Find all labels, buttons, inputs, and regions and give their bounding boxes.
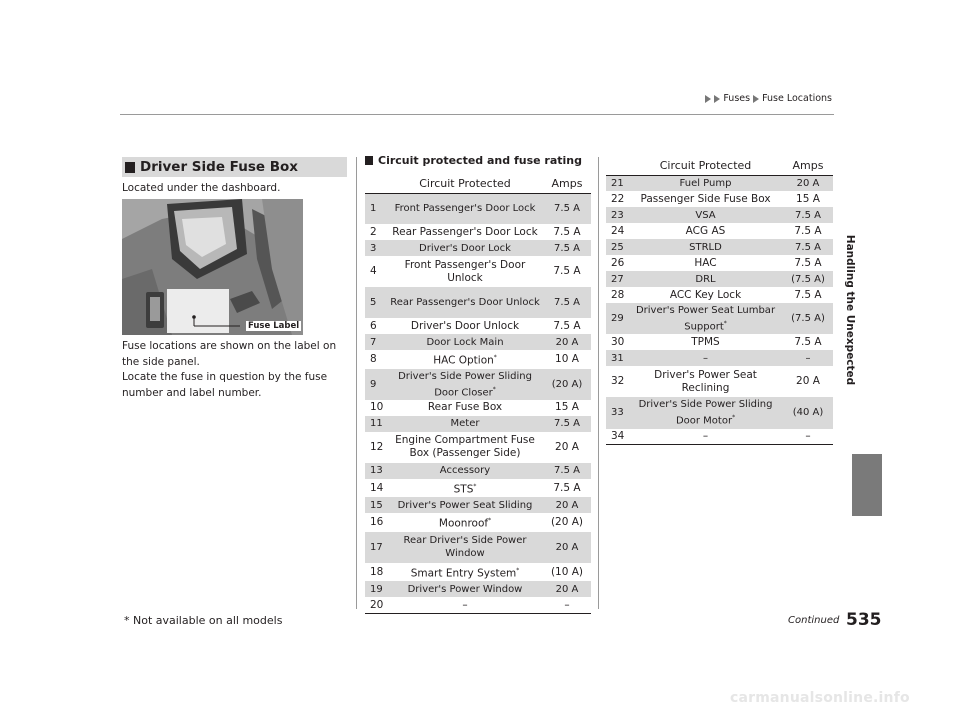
fuse-number: 30 (611, 335, 625, 348)
circuit-cell (387, 193, 543, 224)
table-row (606, 255, 833, 271)
amps-value: (7.5 A) (783, 303, 833, 334)
breadcrumb-arrow-icon (705, 95, 711, 103)
amps-value: 20 A (555, 440, 579, 453)
circuit-cell (387, 463, 543, 479)
table-row (606, 334, 833, 350)
table-row (365, 318, 591, 334)
amps-value: 7.5 A (543, 287, 591, 318)
circuit-name: HAC Option (433, 354, 494, 367)
circuit-name: Driver's Door Lock (419, 242, 511, 254)
side-tab-label: Handling the Unexpected (844, 234, 856, 386)
fuse-table-2 (606, 157, 833, 445)
fuse-number: 23 (606, 207, 628, 223)
amps-value: 10 A (555, 352, 579, 365)
circuit-cell (628, 271, 783, 287)
fuse-number: 22 (611, 192, 625, 205)
fuse-number: 25 (606, 239, 628, 255)
page-number: 535 (846, 610, 882, 630)
fuse-number: 24 (611, 224, 625, 237)
breadcrumb-item[interactable]: Fuses (723, 93, 751, 104)
circuit-name: Meter (450, 418, 480, 430)
table-row (365, 563, 591, 582)
table-row (606, 191, 833, 207)
fuse-number: 1 (365, 193, 387, 224)
circuit-cell (628, 397, 783, 428)
circuit-cell (387, 497, 543, 513)
table-row (365, 369, 591, 400)
circuit-cell (628, 175, 783, 191)
fuse-number: 34 (606, 429, 628, 445)
breadcrumb-item[interactable]: Fuse Locations (762, 93, 832, 104)
amps-value: 7.5 A (794, 288, 822, 301)
fuse-number: 15 (365, 497, 387, 513)
fuse-number: 10 (370, 401, 384, 414)
circuit-cell (387, 369, 543, 400)
fuse-number: 3 (365, 240, 387, 256)
heading-square-icon (125, 162, 135, 173)
circuit-cell (628, 366, 783, 397)
amps-value: 7.5 A (794, 256, 822, 269)
table-row (365, 350, 591, 369)
column-divider (598, 157, 599, 609)
fuse-number: 20 (365, 597, 387, 613)
circuit-cell (387, 400, 543, 416)
circuit-name: Rear Passenger's Door Lock (392, 225, 538, 238)
circuit-name: Rear Passenger's Door Unlock (390, 297, 540, 308)
circuit-cell (387, 350, 543, 369)
circuit-name: ACC Key Lock (669, 288, 742, 301)
table-row (365, 479, 591, 498)
table-row (365, 334, 591, 350)
amps-value: (7.5 A) (783, 271, 833, 287)
table-row (606, 287, 833, 303)
fuse-number: 2 (370, 225, 377, 238)
table-header-number (365, 175, 387, 193)
amps-value: 7.5 A (543, 416, 591, 432)
circuit-cell (628, 429, 783, 445)
amps-value: 7.5 A (553, 225, 581, 238)
circuit-cell (387, 513, 543, 532)
circuit-name: Driver's Side Power Sliding Door Closer (398, 370, 532, 398)
table-row (606, 223, 833, 239)
table-row (606, 175, 833, 191)
amps-value: – (543, 597, 591, 613)
amps-value: – (783, 429, 833, 445)
circuit-cell (628, 334, 783, 350)
circuit-cell (628, 223, 783, 239)
table-row (365, 513, 591, 532)
amps-value: (20 A) (543, 369, 591, 400)
footnote-marker: * (492, 385, 496, 393)
amps-value: 7.5 A (543, 193, 591, 224)
fuse-rating-heading: Circuit protected and fuse rating (365, 154, 582, 167)
circuit-cell (387, 224, 543, 240)
circuit-cell (387, 334, 543, 350)
fuse-number: 9 (365, 369, 387, 400)
circuit-name: – (702, 429, 709, 442)
breadcrumb (705, 93, 832, 104)
table-row (606, 366, 833, 397)
circuit-name: Driver's Power Seat Sliding (397, 499, 533, 511)
circuit-name: STRLD (689, 241, 722, 253)
circuit-cell (628, 350, 783, 366)
table-row (365, 224, 591, 240)
circuit-name: Rear Fuse Box (427, 401, 503, 414)
table-row (606, 207, 833, 223)
fuse-number: 13 (365, 463, 387, 479)
circuit-cell (387, 479, 543, 498)
footnote-marker: * (488, 517, 492, 525)
location-text: Located under the dashboard. (122, 182, 281, 194)
circuit-cell (628, 255, 783, 271)
circuit-cell (628, 239, 783, 255)
table-row (365, 193, 591, 224)
breadcrumb-arrow-icon (714, 95, 720, 103)
circuit-name: TPMS (691, 335, 720, 348)
circuit-name: Engine Compartment Fuse Box (Passenger Side) (395, 434, 535, 460)
circuit-name: Fuel Pump (679, 177, 732, 189)
amps-value: 20 A (543, 581, 591, 597)
table-row (606, 429, 833, 445)
table-row (365, 497, 591, 513)
breadcrumb-arrow-icon (753, 95, 759, 103)
fuse-number: 8 (370, 352, 377, 365)
amps-value: 7.5 A (794, 224, 822, 237)
fuse-number: 7 (365, 334, 387, 350)
circuit-name: Driver's Power Window (407, 583, 523, 595)
circuit-name: Front Passenger's Door Unlock (404, 258, 526, 284)
circuit-name: ACG AS (685, 224, 726, 237)
fuse-number: 26 (611, 256, 625, 269)
circuit-name: – (462, 598, 468, 611)
fuse-number: 17 (365, 532, 387, 563)
circuit-name: Rear Driver's Side Power Window (403, 535, 527, 560)
amps-value: 20 A (543, 532, 591, 563)
circuit-cell (387, 256, 543, 287)
circuit-cell (628, 303, 783, 334)
circuit-cell (387, 432, 543, 463)
circuit-name: Driver's Door Unlock (410, 319, 520, 332)
amps-value: 7.5 A (783, 207, 833, 223)
table-header-row (365, 175, 591, 193)
table-row (365, 287, 591, 318)
fuse-number: 6 (370, 319, 377, 332)
amps-value: (20 A) (550, 516, 584, 529)
table-row (365, 416, 591, 432)
table-row (365, 256, 591, 287)
circuit-cell (387, 532, 543, 563)
watermark: carmanualsonline.info (730, 690, 910, 706)
fuse-number: 19 (365, 581, 387, 597)
side-tab-marker (852, 454, 882, 516)
amps-value: 15 A (796, 192, 820, 205)
fuse-number: 12 (370, 440, 384, 453)
fuse-number: 27 (606, 271, 628, 287)
fuse-number: 31 (606, 350, 628, 366)
circuit-name: Passenger Side Fuse Box (640, 192, 771, 205)
circuit-cell (628, 191, 783, 207)
amps-value: 20 A (796, 375, 820, 388)
circuit-name: – (703, 352, 708, 364)
circuit-cell (628, 207, 783, 223)
circuit-cell (387, 240, 543, 256)
heading-square-icon (365, 156, 373, 165)
circuit-name: Smart Entry System (410, 567, 517, 580)
table-row (365, 400, 591, 416)
fuse-box-heading: Driver Side Fuse Box (122, 157, 347, 177)
circuit-name: DRL (695, 273, 716, 285)
fuse-label-callout: Fuse Label (248, 321, 300, 331)
fuse-number: 11 (365, 416, 387, 432)
circuit-cell (387, 318, 543, 334)
amps-value: 7.5 A (553, 481, 581, 494)
circuit-cell (387, 416, 543, 432)
circuit-name: VSA (695, 209, 716, 221)
table-row (606, 239, 833, 255)
circuit-name: Driver's Side Power Sliding Door Motor (638, 399, 773, 427)
continued-label: Continued (788, 615, 840, 626)
circuit-cell (387, 287, 543, 318)
fuse-number: 4 (370, 265, 377, 277)
table-header-amps: Amps (543, 175, 591, 193)
fuse-number: 16 (370, 516, 384, 529)
footnote-marker: * (732, 414, 736, 422)
amps-value: 15 A (555, 401, 579, 414)
amps-value: 7.5 A (553, 265, 581, 277)
amps-value: 7.5 A (794, 335, 822, 348)
column-divider (356, 157, 357, 609)
circuit-cell (387, 581, 543, 597)
fuse-number: 14 (370, 481, 384, 494)
fuse-number: 28 (611, 288, 625, 301)
table-header-row (606, 157, 833, 175)
table-row (365, 532, 591, 563)
table-header-amps: Amps (783, 157, 833, 175)
fuse-number: 18 (370, 565, 384, 578)
fuse-box-photo (122, 199, 303, 335)
header-rule (120, 114, 834, 115)
table-row (606, 350, 833, 366)
circuit-name: Moonroof (438, 517, 489, 530)
amps-value: (10 A) (550, 565, 584, 578)
amps-value: 20 A (783, 175, 833, 191)
fuse-number: 5 (365, 287, 387, 318)
circuit-name: Door Lock Main (426, 336, 504, 348)
footnote-marker: * (723, 320, 727, 327)
table-row (365, 240, 591, 256)
fuse-table-1 (365, 175, 591, 614)
circuit-cell (628, 287, 783, 303)
footnote-marker: * (493, 354, 497, 361)
amps-value: (40 A) (783, 397, 833, 428)
amps-value: 7.5 A (553, 319, 581, 332)
circuit-cell (387, 597, 543, 613)
table-row (365, 597, 591, 613)
circuit-name: STS (453, 483, 474, 496)
amps-value: 7.5 A (543, 463, 591, 479)
footnote: * Not available on all models (124, 614, 283, 627)
fuse-number: 32 (611, 375, 625, 388)
circuit-name: Accessory (439, 465, 491, 477)
circuit-name: Driver's Power Seat Reclining (654, 368, 757, 394)
table-row (606, 303, 833, 334)
amps-value: 20 A (543, 334, 591, 350)
circuit-name: Front Passenger's Door Lock (394, 203, 536, 215)
table-row (606, 397, 833, 428)
table-row (365, 463, 591, 479)
amps-value: 20 A (543, 497, 591, 513)
footnote-marker: * (516, 566, 520, 574)
table-header-number (606, 157, 628, 175)
table-row (365, 581, 591, 597)
table-header-circuit: Circuit Protected (387, 175, 543, 193)
table-row (606, 271, 833, 287)
fuse-number: 33 (606, 397, 628, 428)
footnote-marker: * (473, 482, 477, 490)
fuse-number: 29 (606, 303, 628, 334)
amps-value: 7.5 A (543, 240, 591, 256)
locate-fuse-paragraph: Locate the fuse in question by the fuse number and label number. (122, 371, 328, 399)
table-row (365, 432, 591, 463)
table-header-circuit: Circuit Protected (628, 157, 783, 175)
fuse-location-paragraph: Fuse locations are shown on the label on the side panel. (122, 340, 337, 368)
circuit-name: HAC (694, 256, 717, 269)
amps-value: 7.5 A (783, 239, 833, 255)
amps-value: – (783, 350, 833, 366)
fuse-number: 21 (606, 175, 628, 191)
circuit-name: Driver's Power Seat Lumbar Support (635, 305, 776, 333)
circuit-cell (387, 563, 543, 582)
